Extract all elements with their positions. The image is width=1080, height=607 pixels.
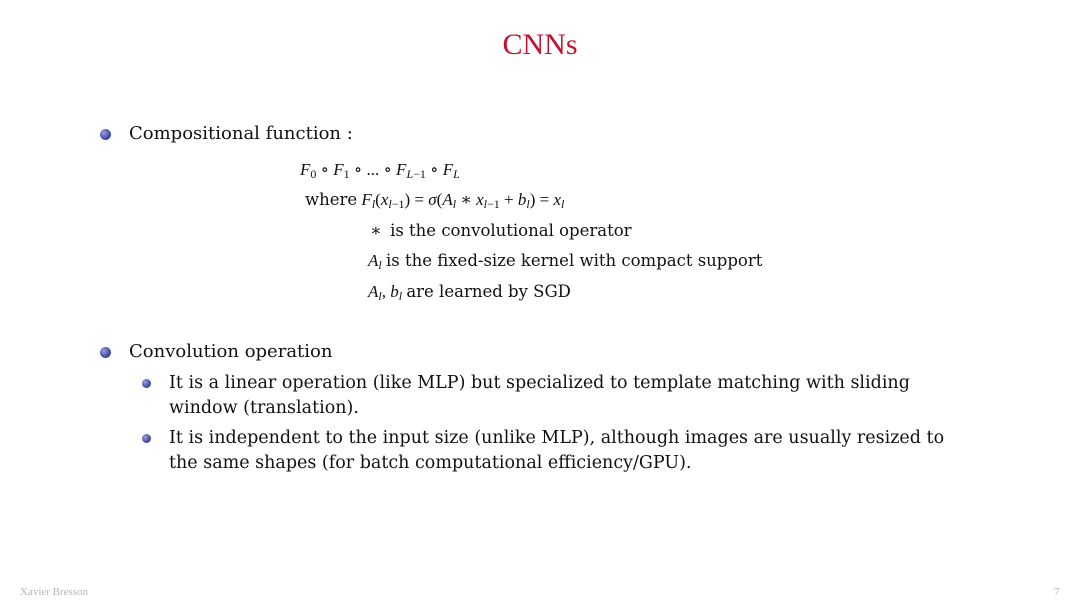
bullet-label-convolution: Convolution operation — [129, 341, 333, 362]
sub-bullet-icon — [142, 434, 151, 443]
sub-item-input-size: It is independent to the input size (unlike MLP), although images are usually resized to the same shapes (for batch computational efficiency/GPU). — [169, 428, 945, 473]
bullet-icon — [100, 347, 111, 358]
math-line-kernel: $A_l$ is the fixed-size kernel with compact support — [368, 251, 763, 272]
math-line-definition: where $F_l(x_{l-1}) = \sigma(A_l$ ∗ $x_{l-1} + b_l) = x_l$ — [305, 190, 565, 211]
math-line-operator: ∗ is the convolutional operator — [370, 221, 632, 240]
bullet-label-compositional: Compositional function : — [129, 123, 353, 144]
math-line-learned: $A_l$, $b_l$ are learned by SGD — [368, 282, 571, 303]
bullet-icon — [100, 129, 111, 140]
slide-title: CNNs — [502, 28, 578, 61]
sub-item-linear-operation: It is a linear operation (like MLP) but specialized to template matching with sliding window (translation). — [169, 373, 910, 418]
sub-bullet-icon — [142, 379, 151, 388]
footer-page-number: 7 — [1054, 586, 1060, 598]
math-line-composition: $F_0$ ∘ $F_1$ ∘ ... ∘ $F_{L-1}$ ∘ $F_L$ — [300, 160, 460, 181]
footer-author: Xavier Bresson — [20, 586, 89, 598]
